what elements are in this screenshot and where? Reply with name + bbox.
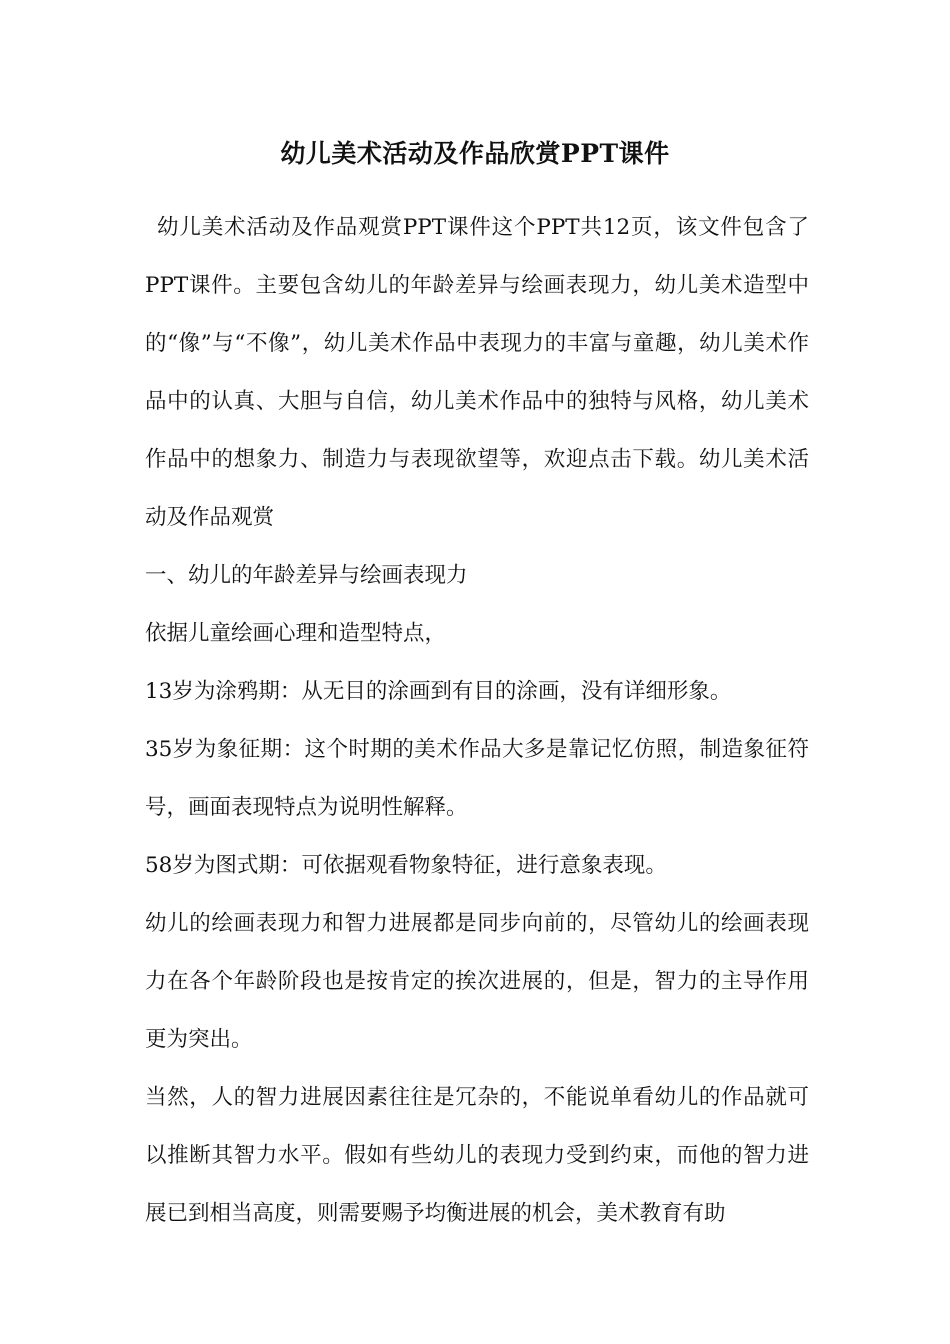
paragraph-intro: 幼儿美术活动及作品观赏PPT课件这个PPT共12页，该文件包含了PPT课件。主要包含幼儿的年龄差异与绘画表现力，幼儿美术造型中的“像”与“不像”，幼儿美术作品中表现力的丰富与童趣，幼儿美术作品中的认真、大胆与自信，幼儿美术作品中的独特与风格，幼儿美术作品中的想象力、制造力与表现欲望等，欢迎点击下载。幼儿美术活动及作品观赏: [145, 215, 809, 530]
paragraph-symbol-stage: 35岁为象征期：这个时期的美术作品大多是靠记忆仿照，制造象征符号，画面表现特点为说明性解释。: [145, 737, 809, 820]
document-body: [145, 199, 809, 1243]
document-title: 幼儿美术活动及作品欣赏PPT课件: [280, 139, 670, 168]
paragraph-intelligence: 幼儿的绘画表现力和智力进展都是同步向前的，尽管幼儿的绘画表现力在各个年龄阶段也是按肯定的挨次进展的，但是，智力的主导作用更为突出。: [145, 911, 809, 1052]
paragraph-section-heading: 一、幼儿的年龄差异与绘画表现力: [145, 563, 468, 588]
paragraph-conclusion: 当然，人的智力进展因素往往是冗杂的，不能说单看幼儿的作品就可以推断其智力水平。假如有些幼儿的表现力受到约束，而他的智力进展已到相当高度，则需要赐予均衡进展的机会，美术教育有助: [145, 1085, 809, 1226]
paragraph-schema-stage: 58岁为图式期：可依据观看物象特征，进行意象表现。: [145, 853, 667, 878]
paragraph-basis: 依据儿童绘画心理和造型特点，: [145, 621, 447, 646]
paragraph-scribble-stage: 13岁为涂鸦期：从无目的涂画到有目的涂画，没有详细形象。: [145, 679, 732, 704]
